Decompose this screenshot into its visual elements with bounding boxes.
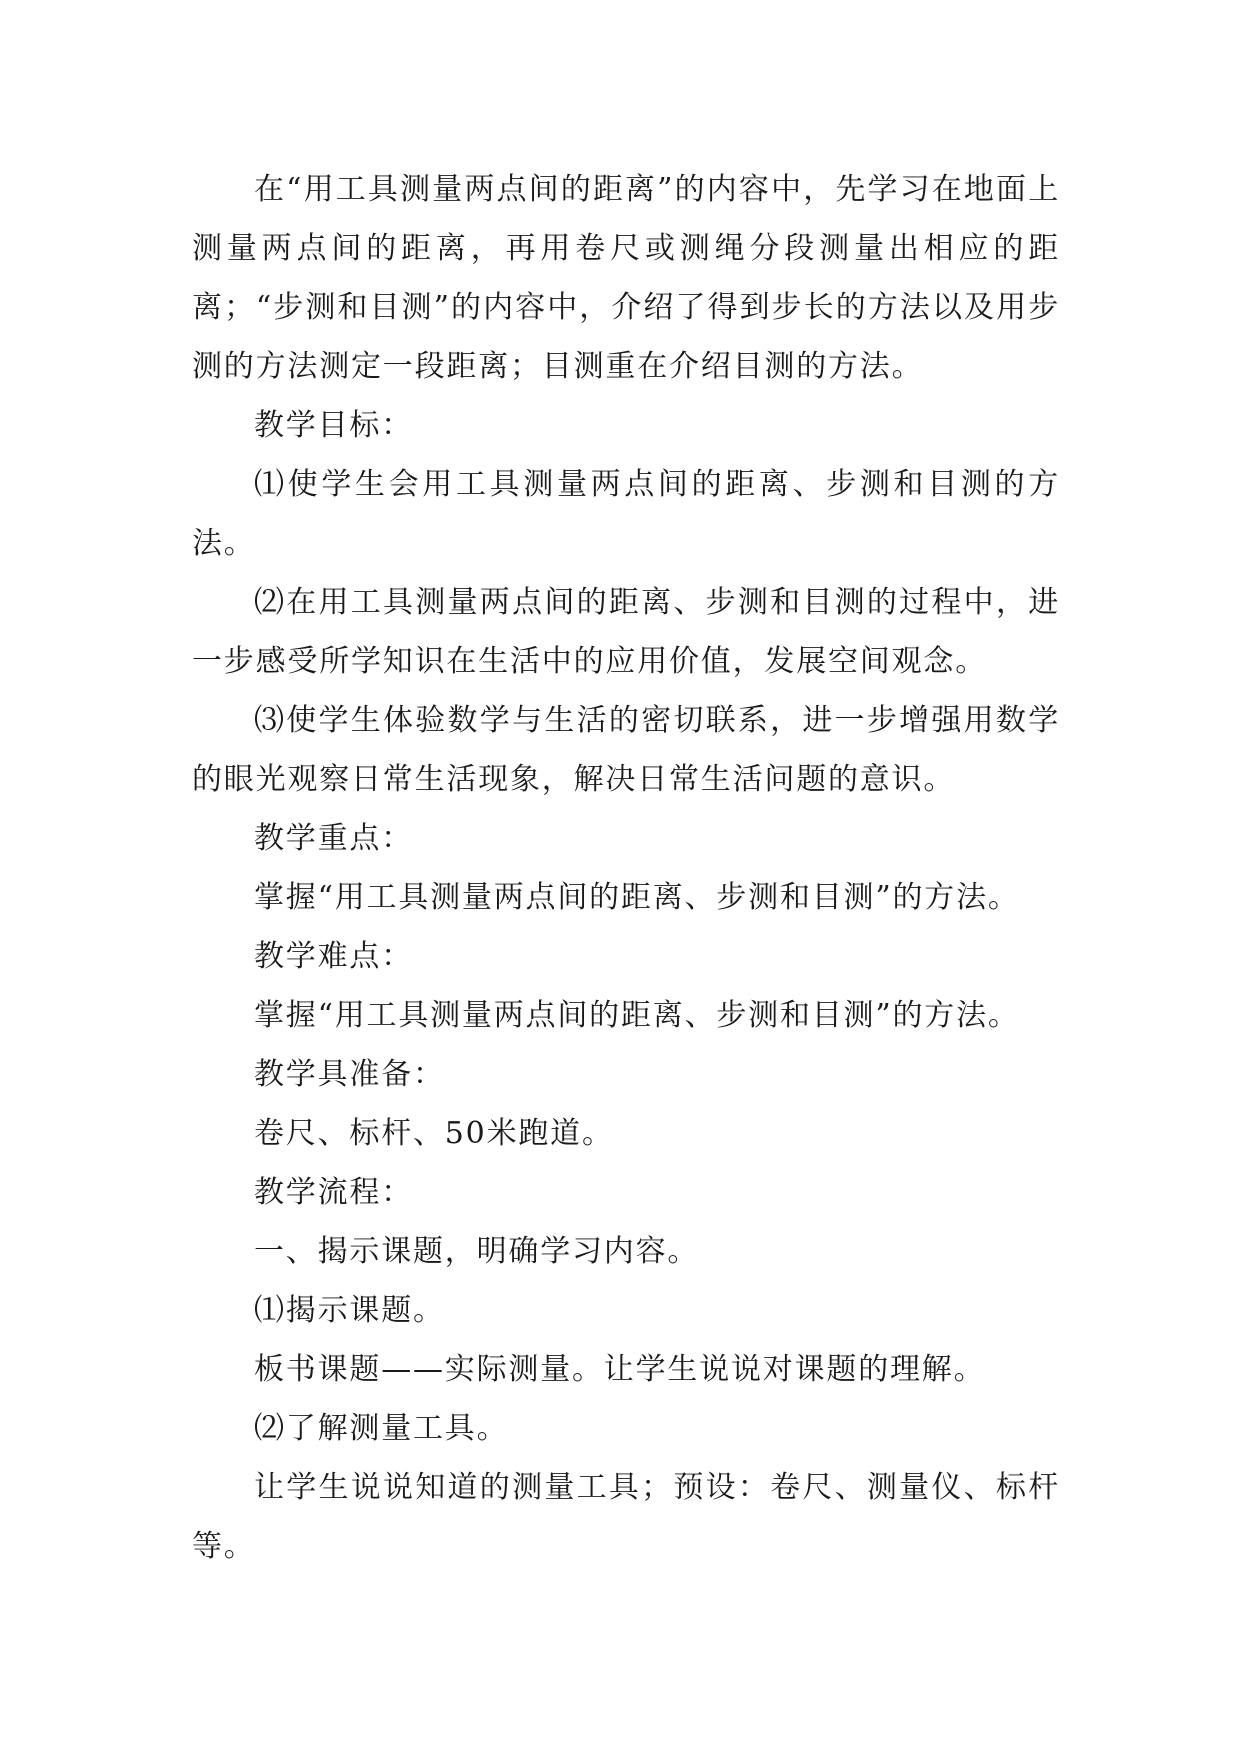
goal-item-2: ⑵在用工具测量两点间的距离、步测和目测的过程中，进一步感受所学知识在生活中的应用价值，发展空间观念。 [192,585,1060,679]
process-step-2-text: 让学生说说知道的测量工具；预设：卷尺、测量仪、标杆等。 [192,1470,1060,1564]
goal-item-3: ⑶使学生体验数学与生活的密切联系，进一步增强用数学的眼光观察日常生活现象，解决日常生活问题的意识。 [192,703,1060,797]
heading-key-points: 教学重点： [254,821,413,856]
difficulties-text: 掌握“用工具测量两点间的距离、步测和目测”的方法。 [254,998,1020,1033]
process-step-1: ⑴揭示课题。 [254,1293,445,1328]
materials-text: 卷尺、标杆、50米跑道。 [254,1116,614,1151]
process-step-2: ⑵了解测量工具。 [254,1411,509,1446]
heading-process: 教学流程： [254,1175,413,1210]
process-step-1-text: 板书课题——实际测量。让学生说说对课题的理解。 [254,1352,986,1387]
heading-materials: 教学具准备： [254,1057,445,1092]
heading-teaching-goals: 教学目标： [254,408,413,443]
key-points-text: 掌握“用工具测量两点间的距离、步测和目测”的方法。 [254,880,1020,915]
process-section-1: 一、揭示课题，明确学习内容。 [254,1234,700,1269]
document-body [192,160,1060,1576]
goal-item-1: ⑴使学生会用工具测量两点间的距离、步测和目测的方法。 [192,467,1060,561]
intro-paragraph: 在“用工具测量两点间的距离”的内容中，先学习在地面上测量两点间的距离，再用卷尺或测绳分段测量出相应的距离；“步测和目测”的内容中，介绍了得到步长的方法以及用步测的方法测定一段距离；目测重在介绍目测的方法。 [192,172,1060,384]
heading-difficulties: 教学难点： [254,939,413,974]
